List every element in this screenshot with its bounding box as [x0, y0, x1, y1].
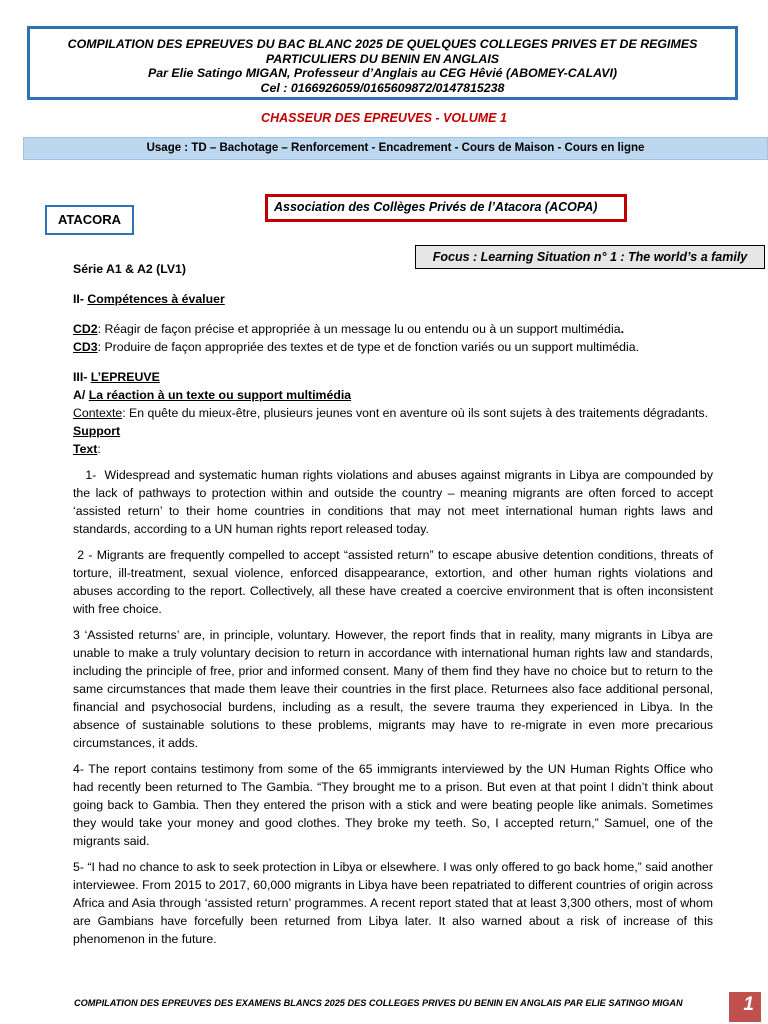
epreuve-title: L’EPREUVE [90, 370, 160, 384]
page-footer: COMPILATION DES EPREUVES DES EXAMENS BLANCS 2025 DES COLLEGES PRIVES DU BENIN EN ANGLAIS PAR ELIE SATINGO MIGAN [74, 998, 683, 1008]
section-prefix: A/ [73, 388, 89, 402]
text-paragraph-2: 2 - Migrants are frequently compelled to accept “assisted return” to escape abusive detention conditions, threats of torture, ill-treatment, sexual violence, enforced disappearance, extortion, and other human rights violations and abuses according to the report. Collectively, all these have created a coercive environment that is often inconsistent with free choice. [73, 548, 717, 616]
focus-label: Focus : Learning Situation n° 1 : The world’s a family [415, 245, 765, 269]
association-label: Association des Collèges Privés de l’Atacora (ACOPA) [265, 194, 627, 222]
header-line-3: Par Elie Satingo MIGAN, Professeur d’Anglais au CEG Hêvié (ABOMEY-CALAVI) [147, 66, 618, 80]
text-paragraph-4: 4- The report contains testimony from some of the 65 immigrants interviewed by the UN Human Rights Office who had recently been returned to The Gambia. “They brought me to a prison. But even at that point I didn’t think about going back to Gambia. Then they entered the prison with a stick and were beating people like animals. Sometimes they would take your money and good clothes. They broke my teeth. So, I accepted return,” Samuel, one of the migrants said. [73, 762, 713, 848]
header-title-box [27, 26, 738, 100]
text-paragraph-1: 1- Widespread and systematic human rights violations and abuses against migrants in Libya are compounded by the lack of pathways to protection within and outside the country – meaning migrants are often forced to accept ‘assisted return’ to their home countries in conditions that may not meet international human rights laws and standards, according to a UN human rights report released today. [73, 468, 717, 536]
text-paragraph-5: 5- “I had no chance to ask to seek protection in Libya or elsewhere. I was only offered to go back home,” said another interviewee. From 2015 to 2017, 60,000 migrants in Libya have been repatriated to different countries of origin across Africa and Asia through ‘assisted return’ programmes. A recent report stated that at least 3,300 others, most of whom are Gambians have forcefully been returned from Libya later. It also warned about a risk of increase of this phenomenon in the future. [73, 860, 713, 946]
volume-title: CHASSEUR DES EPREUVES - VOLUME 1 [261, 111, 507, 125]
cd3-label: CD3 [73, 340, 98, 354]
support-label: Support [73, 424, 121, 438]
usage-banner: Usage : TD – Bachotage – Renforcement - Encadrement - Cours de Maison - Cours en ligne [23, 137, 768, 160]
contexte-text: : En quête du mieux-être, plusieurs jeunes vont en aventure où ils sont sujets à des traitements dégradants. [122, 406, 709, 420]
serie-label: Série A1 & A2 (LV1) [73, 262, 186, 276]
competences-title: Compétences à évaluer [87, 292, 225, 306]
epreuve-heading [73, 368, 713, 386]
text-colon: : [97, 442, 101, 456]
competences-prefix: II- [73, 292, 88, 306]
contexte-label: Contexte [73, 406, 123, 420]
text-label: Text [73, 442, 98, 456]
cd2-line [73, 320, 713, 338]
cd3-text: : Produire de façon appropriée des textes et de type et de fonction variés ou un support multimédia. [97, 340, 639, 354]
document-body [73, 260, 717, 948]
competences-heading [73, 290, 713, 308]
header-line-4: Cel : 0166926059/0165609872/0147815238 [260, 80, 505, 95]
text-label-line [73, 440, 713, 458]
section-heading [73, 386, 713, 404]
section-title: La réaction à un texte ou support multimédia [88, 388, 352, 402]
epreuve-prefix: III- [73, 370, 91, 384]
cd2-label: CD2 [73, 322, 98, 336]
cd3-line [73, 338, 713, 356]
cd2-end: . [620, 322, 624, 336]
cd2-text: : Réagir de façon précise et appropriée à un message lu ou entendu ou à un support multimédia [97, 322, 621, 336]
header-line-2: PARTICULIERS DU BENIN EN ANGLAIS [265, 51, 500, 66]
region-label: ATACORA [45, 205, 134, 235]
contexte-paragraph [73, 404, 713, 422]
page-number: 1 [729, 992, 761, 1022]
header-line-1: COMPILATION DES EPREUVES DU BAC BLANC 2025 DE QUELQUES COLLEGES PRIVES ET DE REGIMES [67, 37, 698, 51]
text-paragraph-3: 3 ‘Assisted returns’ are, in principle, voluntary. However, the report finds that in reality, many migrants in Libya are unable to make a truly voluntary decision to return in accordance with international human rights law and standards, including the principle of free, prior and informed consent. Many of them find they have no choice but to return to the same circumstances that made them leave their countries in the first place. Returnees also face additional personal, financial and psychosocial burdens, including as a result, the severe trauma they experienced in Libya. In the absence of sustainable solutions to these problems, migrants may have to re-migrate in even more precarious circumstances, it adds. [73, 628, 713, 750]
